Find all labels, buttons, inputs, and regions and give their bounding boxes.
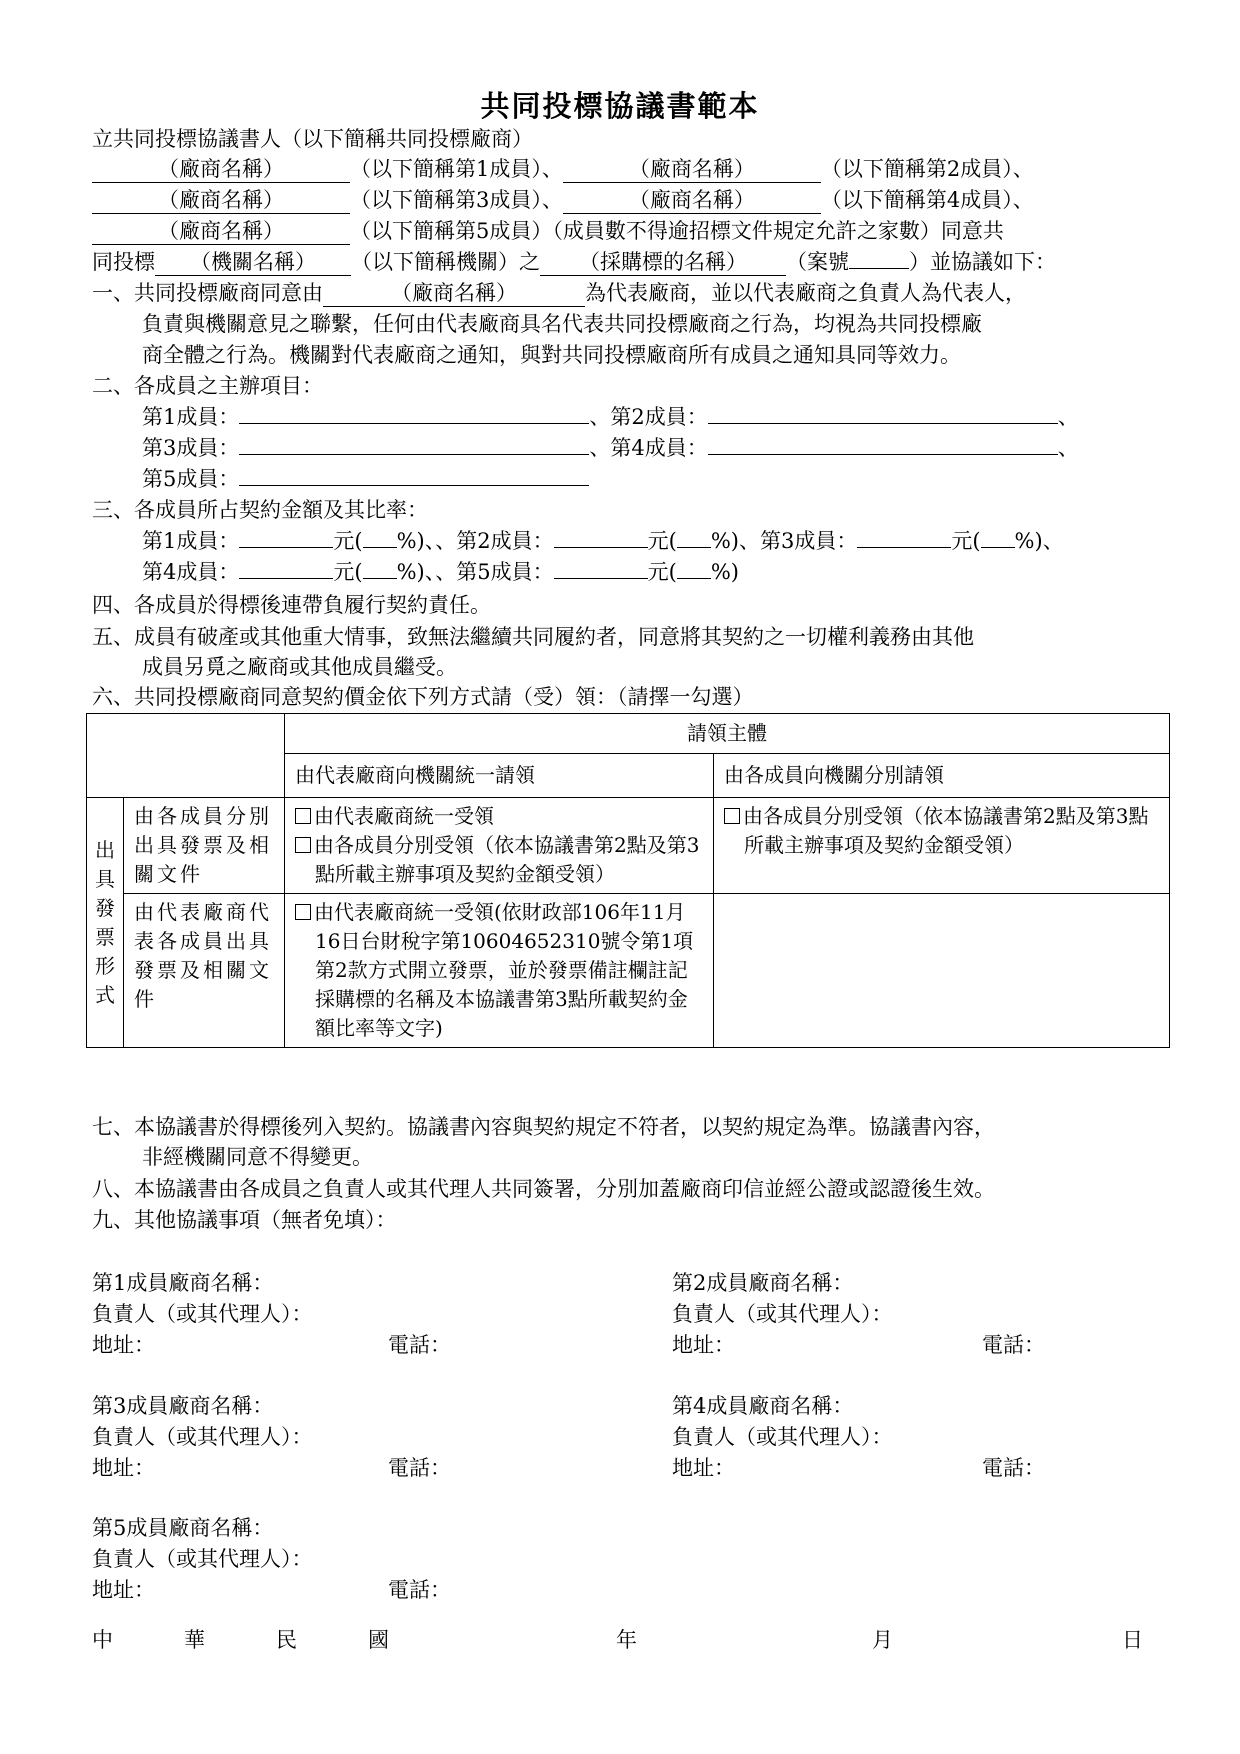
column-header-members: 由各成員向機關分別請領 — [714, 754, 1170, 798]
clause-7-line-1: 七、本協議書於得標後列入契約。協議書內容與契約規定不符者，以契約規定為準。協議書內容， — [92, 1115, 995, 1139]
percent-label: %)、 — [396, 529, 436, 553]
member-4-amount-blank[interactable] — [239, 558, 333, 579]
subject-name-blank[interactable]: （採購標的名稱） — [540, 249, 786, 276]
separator: 、 — [1057, 405, 1079, 429]
case-suffix: ）並協議如下： — [909, 250, 1056, 274]
clause-9: 九、其他協議事項（無者免填）： — [92, 1208, 397, 1232]
date-char-2: 華 — [184, 1628, 205, 1652]
member-2-item-blank[interactable] — [708, 403, 1058, 424]
agency-suffix: （以下簡稱機關）之 — [351, 250, 540, 274]
member-line-3 — [92, 216, 1004, 246]
member-4-label: （以下簡稱第4成員）、 — [820, 188, 1034, 212]
checkbox-icon[interactable] — [295, 808, 311, 824]
clause-1-suffix: 為代表廠商，並以代表廠商之負責人為代表人， — [585, 281, 1026, 305]
member-3-item-label: 第3成員： — [142, 436, 240, 460]
vendor-name-blank[interactable]: （廠商名稱） — [92, 218, 350, 245]
member-1-percent-blank[interactable] — [363, 527, 397, 548]
member-2-phone-label: 電話： — [982, 1333, 1045, 1357]
member-1-name-label: 第1成員廠商名稱： — [92, 1271, 274, 1295]
member-4-item-label: 、第4成員： — [589, 436, 708, 460]
member-2-amount-label: 、第2成員： — [435, 529, 554, 553]
date-row — [92, 1625, 1154, 1655]
member-5-name-label: 第5成員廠商名稱： — [92, 1516, 274, 1540]
case-prefix: （案號 — [786, 250, 849, 274]
member-3-amount-label: 、第3成員： — [738, 529, 858, 553]
member-5-rep-label: 負責人（或其代理人）： — [92, 1547, 313, 1571]
member-2-address-label: 地址： — [672, 1333, 735, 1357]
option-text: 由代表廠商統一受領(依財政部106年11月16日台財稅字第10604652310號令第1項第2款方式開立發票，並於發票備註欄註記採購標的名稱及本協議書第3點所載契約金額比率等文字) — [314, 900, 694, 1040]
agency-prefix: 同投標 — [92, 250, 155, 274]
clause-5-line-2: 成員另覓之廠商或其他成員繼受。 — [142, 655, 457, 679]
year-label: 年 — [616, 1628, 637, 1652]
member-4-percent-blank[interactable] — [363, 558, 397, 579]
cell-row1-representative — [285, 798, 714, 894]
row-label-representative-invoice: 由代表廠商代表各成員出具發票及相關文件 — [124, 894, 285, 1048]
member-5-amount-label: 、第5成員： — [435, 560, 554, 584]
checkbox-icon[interactable] — [724, 808, 740, 824]
date-char-3: 民 — [276, 1628, 297, 1652]
member-4-address-label: 地址： — [672, 1456, 735, 1480]
vendor-name-blank[interactable]: （廠商名稱） — [92, 156, 350, 183]
representative-vendor-blank[interactable]: （廠商名稱） — [323, 280, 585, 307]
member-4-item-blank[interactable] — [708, 434, 1058, 455]
clause-2-heading: 二、各成員之主辦項目： — [92, 374, 323, 398]
member-4-phone-label: 電話： — [982, 1456, 1045, 1480]
member-1-amount-blank[interactable] — [239, 527, 333, 548]
yuan-label: 元( — [333, 529, 363, 553]
clause-2-row-3 — [142, 464, 589, 494]
checkbox-icon[interactable] — [295, 904, 311, 920]
member-line-2 — [92, 185, 1034, 215]
clause-2-row-1 — [142, 402, 1079, 432]
member-5-item-blank[interactable] — [239, 465, 589, 486]
member-1-address-label: 地址： — [92, 1333, 155, 1357]
member-1-label: （以下簡稱第1成員）、 — [350, 157, 563, 181]
payment-method-table — [86, 713, 1170, 1048]
option-text: 由各成員分別受領（依本協議書第2點及第3點所載主辦事項及契約金額受領） — [314, 833, 700, 886]
clause-1-line-3: 商全體之行為。機關對代表廠商之通知，與對共同投標廠商所有成員之通知具同等效力。 — [142, 343, 961, 367]
invoice-form-side-label — [87, 798, 124, 1048]
yuan-label: 元( — [951, 529, 981, 553]
option-text: 由代表廠商統一受領 — [314, 804, 494, 828]
member-1-rep-label: 負責人（或其代理人）： — [92, 1302, 313, 1326]
member-5-address-label: 地址： — [92, 1578, 155, 1602]
member-4-name-label: 第4成員廠商名稱： — [672, 1394, 854, 1418]
member-2-name-label: 第2成員廠商名稱： — [672, 1271, 854, 1295]
member-3-label: （以下簡稱第3成員）、 — [350, 188, 563, 212]
member-1-item-blank[interactable] — [239, 403, 589, 424]
agency-name-blank[interactable]: （機關名稱） — [155, 249, 351, 276]
clause-1-line-1 — [92, 278, 1026, 308]
option-row1-members-separate[interactable] — [724, 802, 1159, 860]
option-row2-unified[interactable] — [295, 898, 703, 1043]
clause-3-heading: 三、各成員所占契約金額及其比率： — [92, 498, 428, 522]
option-text: 由各成員分別受領（依本協議書第2點及第3點所載主辦事項及契約金額受領） — [743, 804, 1149, 857]
claim-subject-header: 請領主體 — [285, 714, 1170, 754]
clause-4: 四、各成員於得標後連帶負履行契約責任。 — [92, 593, 491, 617]
member-3-address-label: 地址： — [92, 1456, 155, 1480]
clause-3-row-1 — [142, 526, 1064, 556]
checkbox-icon[interactable] — [295, 837, 311, 853]
member-3-phone-label: 電話： — [388, 1456, 451, 1480]
clause-3-row-2 — [142, 557, 739, 587]
cell-row1-members — [714, 798, 1170, 894]
member-5-phone-label: 電話： — [388, 1578, 451, 1602]
option-row1-unified[interactable] — [295, 802, 703, 831]
member-5-item-label: 第5成員： — [142, 467, 240, 491]
member-2-item-label: 、第2成員： — [589, 405, 708, 429]
clause-1-line-2: 負責與機關意見之聯繫，任何由代表廠商具名代表共同投標廠商之行為，均視為共同投標廠 — [142, 312, 982, 336]
date-char-4: 國 — [368, 1628, 389, 1652]
agency-line — [92, 247, 1056, 277]
member-5-label: （以下簡稱第5成員）（成員數不得逾招標文件規定允許之家數）同意共 — [350, 219, 1004, 243]
member-3-name-label: 第3成員廠商名稱： — [92, 1394, 274, 1418]
clause-7-line-2: 非經機關同意不得變更。 — [142, 1145, 373, 1169]
separator: 、 — [1057, 436, 1079, 460]
option-row1-separate[interactable] — [295, 831, 703, 889]
side-label-text: 出具發票形式 — [95, 837, 115, 1007]
member-3-rep-label: 負責人（或其代理人）： — [92, 1425, 313, 1449]
clause-6: 六、共同投標廠商同意契約價金依下列方式請（受）領：（請擇一勾選） — [92, 685, 754, 709]
vendor-name-blank[interactable]: （廠商名稱） — [92, 187, 350, 214]
intro-line: 立共同投標協議書人（以下簡稱共同投標廠商） — [92, 127, 533, 151]
percent-label: %) — [710, 529, 739, 553]
member-2-rep-label: 負責人（或其代理人）： — [672, 1302, 893, 1326]
member-5-percent-blank[interactable] — [677, 558, 711, 579]
column-header-representative: 由代表廠商向機關統一請領 — [285, 754, 714, 798]
clause-8: 八、本協議書由各成員之負責人或其代理人共同簽署，分別加蓋廠商印信並經公證或認證後生效。 — [92, 1177, 995, 1201]
percent-label: %)、 — [1014, 529, 1064, 553]
case-number-blank[interactable] — [849, 248, 909, 269]
vendor-name-blank[interactable]: （廠商名稱） — [563, 187, 821, 214]
page-title: 共同投標協議書範本 — [480, 89, 760, 123]
row-label-members-invoice: 由各成員分別出具發票及相關文件 — [124, 798, 285, 894]
yuan-label: 元( — [647, 529, 677, 553]
date-char-1: 中 — [92, 1628, 113, 1652]
table-corner-cell — [87, 714, 285, 798]
clause-1-prefix: 一、共同投標廠商同意由 — [92, 281, 323, 305]
clause-5-line-1: 五、成員有破產或其他重大情事，致無法繼續共同履約者，同意將其契約之一切權利義務由其他 — [92, 625, 974, 649]
cell-row2-representative — [285, 894, 714, 1048]
member-2-label: （以下簡稱第2成員）、 — [820, 157, 1034, 181]
member-3-amount-blank[interactable] — [857, 527, 951, 548]
month-label: 月 — [872, 1628, 893, 1652]
member-1-phone-label: 電話： — [388, 1333, 451, 1357]
member-1-amount-label: 第1成員： — [142, 529, 240, 553]
member-1-item-label: 第1成員： — [142, 405, 240, 429]
cell-row2-members-empty — [714, 894, 1170, 1048]
member-4-rep-label: 負責人（或其代理人）： — [672, 1425, 893, 1449]
yuan-label: 元( — [333, 560, 363, 584]
member-2-amount-blank[interactable] — [554, 527, 648, 548]
member-3-percent-blank[interactable] — [981, 527, 1015, 548]
member-5-amount-blank[interactable] — [554, 558, 648, 579]
member-4-amount-label: 第4成員： — [142, 560, 240, 584]
yuan-label: 元( — [647, 560, 677, 584]
member-line-1 — [92, 154, 1034, 184]
percent-label: %) — [710, 560, 739, 584]
day-label: 日 — [1122, 1628, 1143, 1652]
member-2-percent-blank[interactable] — [677, 527, 711, 548]
clause-2-row-2 — [142, 433, 1079, 463]
member-3-item-blank[interactable] — [239, 434, 589, 455]
vendor-name-blank[interactable]: （廠商名稱） — [563, 156, 821, 183]
percent-label: %)、 — [396, 560, 436, 584]
